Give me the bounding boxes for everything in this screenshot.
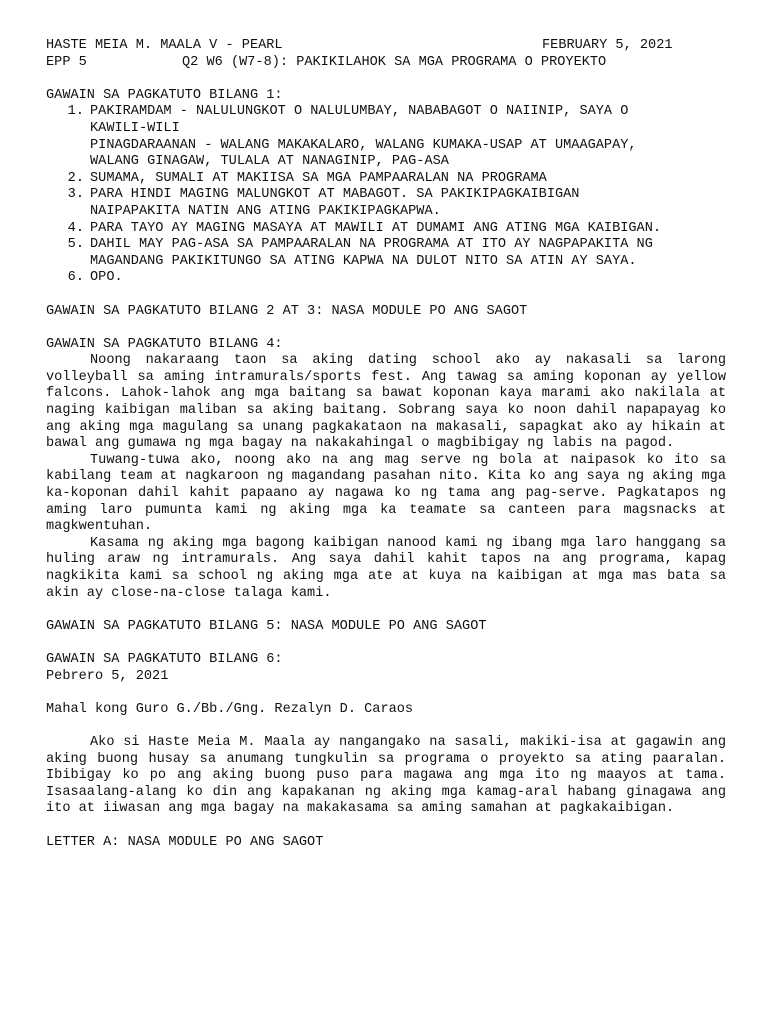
header-date: FEBRUARY 5, 2021 xyxy=(542,38,673,53)
lesson-topic: Q2 W6 (W7-8): PAKIKILAHOK SA MGA PROGRAMA O PROYEKTO xyxy=(182,54,607,70)
section-4-paragraph-3: Kasama ng aking mga bagong kaibigan nanood kami ng ibang mga laro hanggang sa huling araw ng intramurals. Ang saya dahil kahit tapos na ang programa, kapag nagkikita kami sa school ng aking mga ate at kuya na kaibigan at mga mas bata sa akin ay close-na-close talaga kami. xyxy=(46,535,726,601)
header-row-1 xyxy=(46,38,726,55)
section-4-paragraph-1: Noong nakaraang taon sa aking dating school ako ay nakasali sa larong volleyball sa aming intramurals/sports fest. Ang tawag sa aming koponan ay yellow falcons. Lahok-lahok ang mga baitang sa bawat koponan kaya marami ako nakilala at naging kaibigan maliban sa aking baitang. Sobrang saya ko noon dahil napapayag ko ang aking mga magulang sa unang pagkakataon na makasali, sapagkat ako ay hikain at bawal ang gumawa ng mga bagay na nakakahingal o magbibigay ng labis na pagod. xyxy=(46,353,726,452)
letter-body: Ako si Haste Meia M. Maala ay nangangako na sasali, makiki-isa at gagawin ang aking buong husay sa anumang tungkulin sa programa o proyekto sa ating paaralan. Ibibigay ko po ang aking buong puso para magawa ang mga ito ng maayos at tama. Isasaalang-alang ko din ang kapakanan ng aking mga kamag-aral habang ginagawa ang ito at iiwasan ang mga bagay na makakasama sa aming samahan at pagkakaibigan. xyxy=(46,734,726,817)
list-item: 4. PARA TAYO AY MAGING MASAYA AT MAWILI AT DUMAMI ANG ATING MGA KAIBIGAN. xyxy=(67,220,662,236)
section-4-paragraph-2: Tuwang-tuwa ako, noong ako na ang mag serve ng bola at naipasok ko ito sa kabilang team at nagkaroon ng magandang pasahan nito. Kita ko ang saya ng aking mga ka-koponan dahil kahit papaano ay nagawa ko ng tama ang pag-serve. Pagkatapos ng aming laro pumunta kami ng aking mga ka teamate sa canteen para magsnacks at magkwentuhan. xyxy=(46,452,726,535)
letter-salutation: Mahal kong Guro G./Bb./Gng. Rezalyn D. Caraos xyxy=(46,701,414,717)
list-item: 5. DAHIL MAY PAG-ASA SA PAMPAARALAN NA PROGRAMA AT ITO AY NAGPAPAKITA NG MAGANDANG PAKIKITUNGO SA ATING KAPWA NA DULOT NITO SA ATIN AY SAYA. xyxy=(67,237,653,269)
letter-a-title: LETTER A: NASA MODULE PO ANG SAGOT xyxy=(46,834,324,850)
section-1-title: GAWAIN SA PAGKATUTO BILANG 1: xyxy=(46,87,283,103)
list-item: 3. PARA HINDI MAGING MALUNGKOT AT MABAGOT. SA PAKIKIPAGKAIBIGAN NAIPAPAKITA NATIN ANG ATING PAKIKIPAGKAPWA. xyxy=(67,187,580,219)
section-4-title: GAWAIN SA PAGKATUTO BILANG 4: xyxy=(46,336,283,352)
section-1-list xyxy=(46,104,726,287)
header-row-2 xyxy=(46,55,726,72)
subject-code: EPP 5 xyxy=(46,54,87,70)
list-item: 1. PAKIRAMDAM - NALULUNGKOT O NALULUMBAY, NABABAGOT O NAIINIP, SAYA O KAWILI-WILI PINAGDARAANAN - WALANG MAKAKALARO, WALANG KUMAKA-USAP AT UMAAGAPAY, WALANG GINAGAW, TULALA AT NANAGINIP, PAG-ASA xyxy=(67,104,637,170)
list-item: 6. OPO. xyxy=(67,270,123,286)
student-name: HASTE MEIA M. MAALA V - PEARL xyxy=(46,38,283,53)
letter-date: Pebrero 5, 2021 xyxy=(46,668,169,684)
list-item: 2. SUMAMA, SUMALI AT MAKIISA SA MGA PAMPAARALAN NA PROGRAMA xyxy=(67,170,547,186)
section-6-title: GAWAIN SA PAGKATUTO BILANG 6: xyxy=(46,651,283,667)
section-5-title: GAWAIN SA PAGKATUTO BILANG 5: NASA MODULE PO ANG SAGOT xyxy=(46,618,487,634)
section-2-3-title: GAWAIN SA PAGKATUTO BILANG 2 AT 3: NASA MODULE PO ANG SAGOT xyxy=(46,303,528,319)
